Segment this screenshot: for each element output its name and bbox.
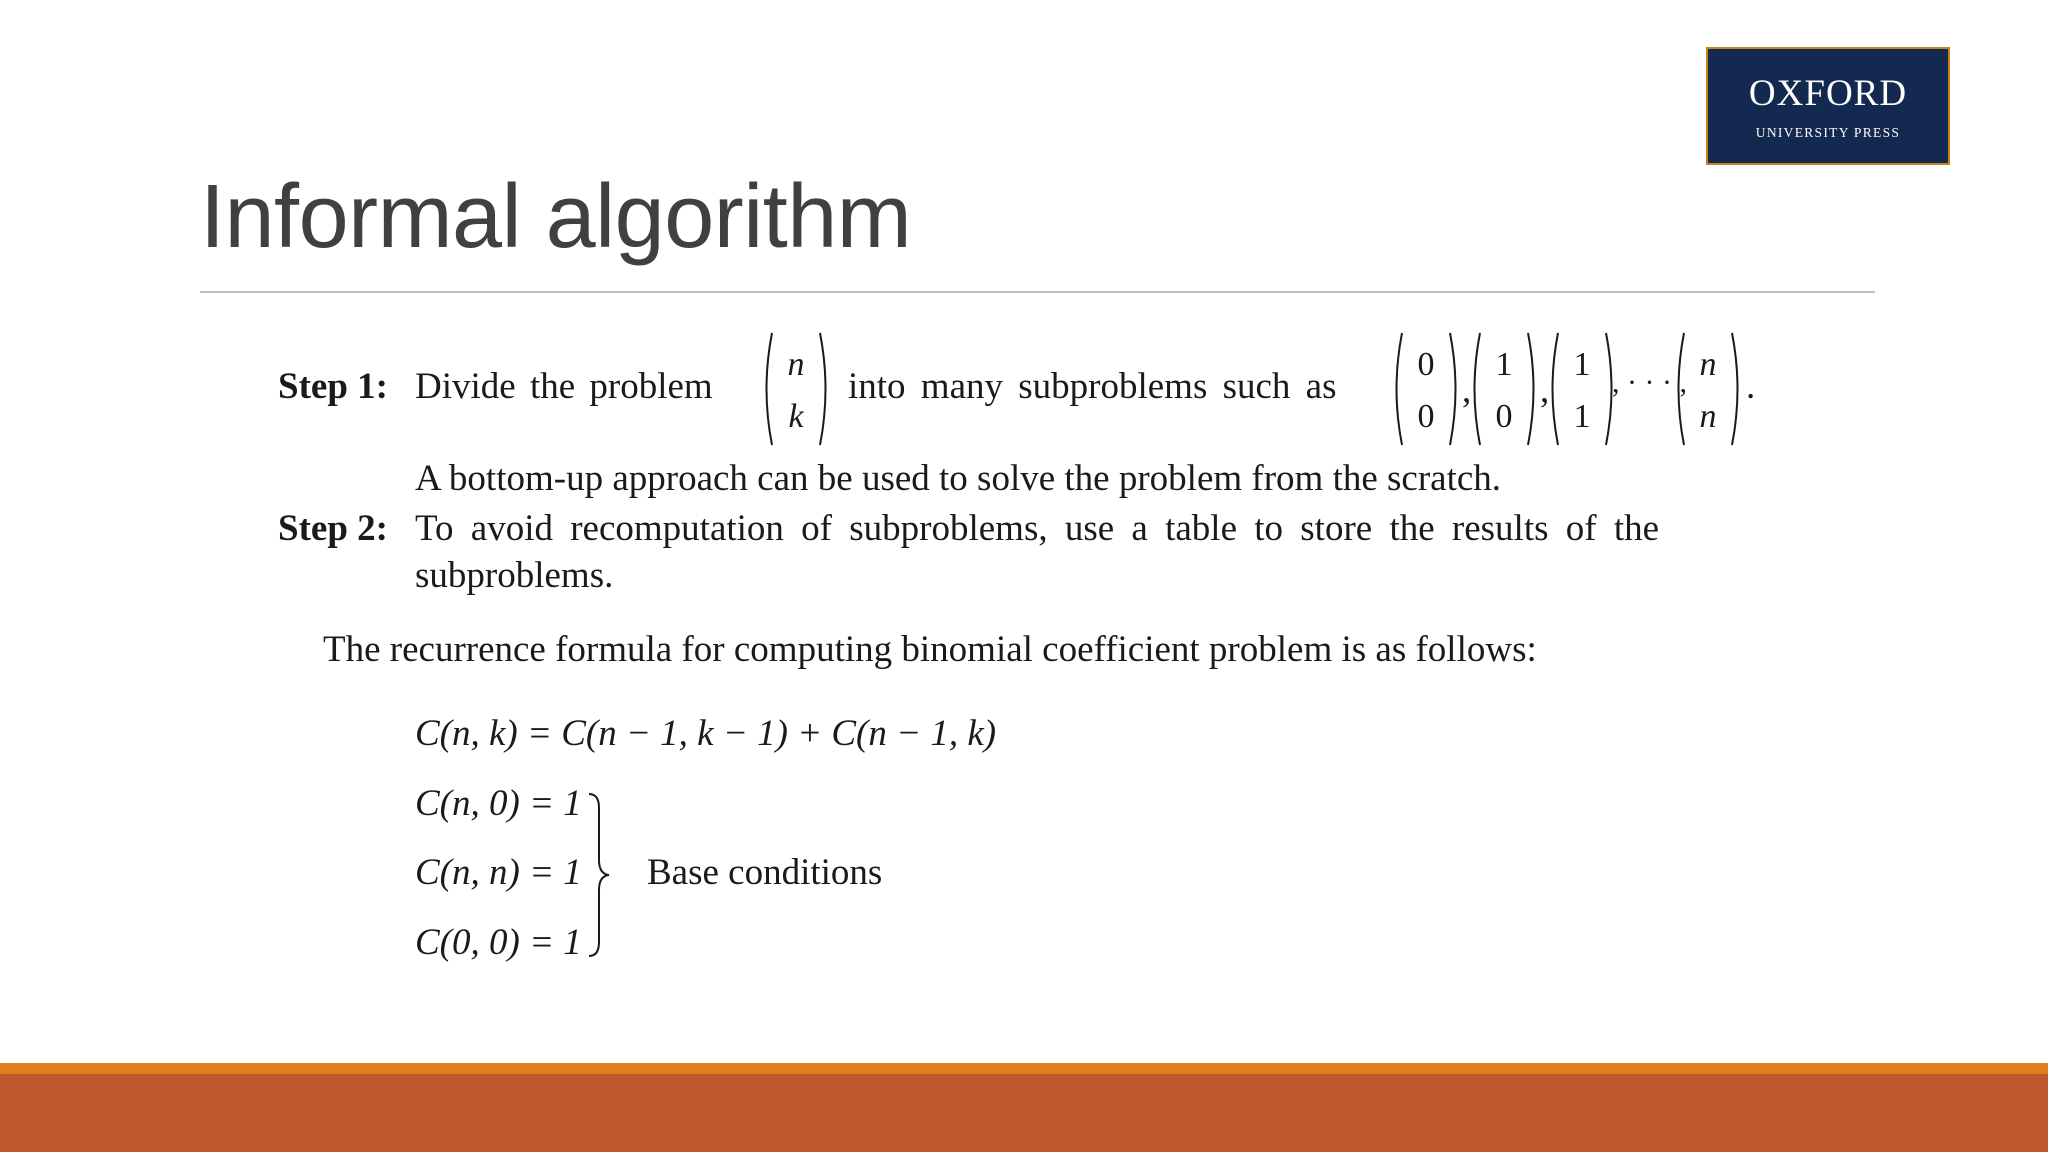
- binomial-top: 1: [1573, 346, 1591, 383]
- recurrence-intro: The recurrence formula for computing binomial coefficient problem is as follows:: [323, 629, 1537, 670]
- formula-main: C(n, k) = C(n − 1, k − 1) + C(n − 1, k): [415, 713, 997, 754]
- left-paren-icon: [1468, 330, 1482, 448]
- binomial-problem-n-k: [760, 330, 832, 448]
- footer-band: [0, 1074, 2048, 1152]
- oxford-university-press-logo: [1706, 47, 1950, 165]
- step2-line1: To avoid recomputation of subproblems, use a table to store the results of the: [415, 508, 1660, 549]
- binomial-top: n: [787, 346, 805, 383]
- left-paren-icon: [1390, 330, 1404, 448]
- right-paren-icon: [1730, 330, 1744, 448]
- binomial-subproblem-n-n: [1672, 330, 1744, 448]
- binomial-bottom: 0: [1417, 398, 1435, 435]
- ellipsis: , · · · ,: [1612, 366, 1687, 399]
- formula-base-3: C(0, 0) = 1: [415, 922, 582, 963]
- binomial-top: n: [1699, 346, 1717, 383]
- logo-main-text: OXFORD: [1748, 73, 1908, 114]
- comma: ,: [1462, 370, 1472, 411]
- right-paren-icon: [818, 330, 832, 448]
- step1-text-middle: into many subproblems such as: [848, 366, 1337, 407]
- slide-title: Informal algorithm: [200, 167, 912, 267]
- period: .: [1746, 366, 1756, 407]
- left-paren-icon: [1546, 330, 1560, 448]
- base-conditions-label: Base conditions: [647, 852, 883, 893]
- right-paren-icon: [1526, 330, 1540, 448]
- binomial-top: 1: [1495, 346, 1513, 383]
- step1-note: A bottom-up approach can be used to solve the problem from the scratch.: [415, 458, 1502, 499]
- title-divider: [200, 291, 1875, 293]
- binomial-bottom: n: [1699, 398, 1717, 435]
- right-brace-icon: [585, 790, 615, 960]
- binomial-bottom: 1: [1573, 398, 1591, 435]
- formula-base-1: C(n, 0) = 1: [415, 783, 582, 824]
- binomial-top: 0: [1417, 346, 1435, 383]
- binomial-subproblem-1-1: [1546, 330, 1618, 448]
- left-paren-icon: [760, 330, 774, 448]
- binomial-subproblem-1-0: [1468, 330, 1540, 448]
- step2-line2: subproblems.: [415, 555, 614, 596]
- formula-base-2: C(n, n) = 1: [415, 852, 582, 893]
- step1-label: Step 1:: [278, 366, 388, 407]
- binomial-bottom: 0: [1495, 398, 1513, 435]
- left-paren-icon: [1672, 330, 1686, 448]
- logo-sub-text: UNIVERSITY PRESS: [1755, 125, 1901, 140]
- binomial-subproblem-0-0: [1390, 330, 1462, 448]
- right-paren-icon: [1448, 330, 1462, 448]
- step2-label: Step 2:: [278, 508, 388, 549]
- comma: ,: [1540, 370, 1550, 411]
- step1-text-before: Divide the problem: [415, 366, 713, 407]
- binomial-bottom: k: [788, 398, 804, 435]
- footer-accent-stripe: [0, 1063, 2048, 1074]
